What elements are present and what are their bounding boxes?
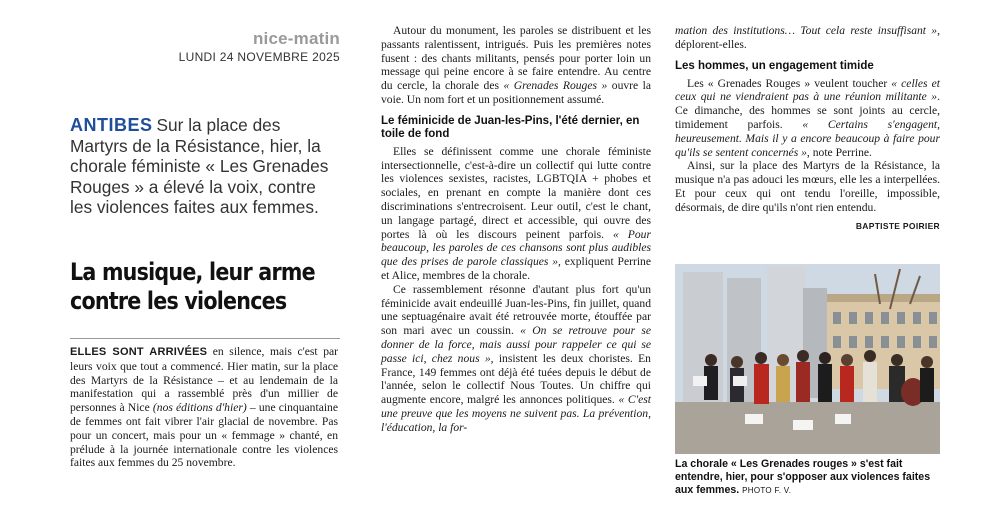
newspaper-brand: nice-matin: [252, 29, 340, 48]
body-paragraph: Ce rassemblement résonne d'autant plus fort qu'un féminicide avait endeuillé Juan-les-Pins, fin juillet, quand une septuagénaire avait été retrouvée morte, étouffée par son mari avec un coussin. « On se retrouve pour se donner de la force, mais aussi pour rappeler ce qui se passe ici, chez nous », insistent les deux choristes. En France, 149 femmes ont déjà été tuées depuis le début de l'année, selon le collectif Nous Toutes. Un chiffre qui augmente encore, malgré les annonces politiques. « C'est une preuve que les moyens ne suivent pas. La prévention, l'éducation, la for-: [381, 282, 652, 434]
lede-text: Sur la place des Martyrs de la Résistance, hier, la chorale féministe « Les Grenades Rouges » a élevé la voix, contre les violences faites aux femmes.: [70, 115, 329, 217]
body-paragraph: Les « Grenades Rouges » veulent toucher « celles et ceux qui ne viendraient pas à une réunion militante ». Ce dimanche, des hommes se sont joints au cercle, timidement parfois. « Certains s'engagent, heureusement. Mais il y a encore beaucoup à faire pour qu'ils se sentent concernés », note Perrine.: [675, 76, 940, 159]
column-2: [381, 24, 651, 435]
photo-caption: La chorale « Les Grenades rouges » s'est fait entendre, hier, pour s'opposer aux violences faites aux femmes. PHOTO F. V.: [675, 458, 931, 496]
city-kicker: ANTIBES: [70, 115, 153, 135]
body-paragraph: Elles se définissent comme une chorale féministe intersectionnelle, c'est-à-dire un collectif qui lutte contre les violences sexistes, racistes, LGBTQIA + phobes et sociales, en prenant en compte la manière dont ces discriminations s'entrecroisent. Leur outil, c'est le chant, un langage partagé, direct et accessible, qui ouvre des portes là où les discours peinent parfois. « Pour beaucoup, les paroles de ces chansons sont plus audibles que des prises de parole classiques », expliquent Perrine et Alice, membres de la chorale.: [381, 144, 651, 282]
author-byline: BAPTISTE POIRIER: [855, 220, 940, 231]
photo-credit: PHOTO F. V.: [742, 486, 792, 495]
body-paragraph: Autour du monument, les paroles se distribuent et les passants ralentissent, intrigués. Puis les premières notes fusent : des chants militants, pensés pour porter loin un message qui peine encore à se faire entendre. Au centre du cercle, la chorale des « Grenades Rouges » ouvre la voie. Un nom fort et un positionnement assumé.: [381, 24, 652, 106]
body-paragraph: Ainsi, sur la place des Martyrs de la Résistance, la musique n'a pas adouci les mœurs, elle les a interpellées. Et pour ceux qui ont tendu l'oreille, impossible, désormais, de dire qu'ils n'ont rien entendu.: [675, 159, 940, 214]
choir-photo: [675, 264, 940, 454]
article-body-col1: [70, 345, 338, 470]
lede-paragraph: [70, 115, 338, 218]
article-headline: La musique, leur arme contre les violences: [70, 258, 315, 315]
choir-photo-illustration: [675, 264, 940, 454]
lead-in: ELLES SONT ARRIVÉES: [70, 346, 208, 358]
body-paragraph: mation des institutions… Tout cela reste insuffisant », déplorent-elles.: [675, 24, 940, 51]
masthead: [179, 30, 340, 64]
column-3: [675, 24, 940, 496]
subheading: Le féminicide de Juan-les-Pins, l'été dernier, en toile de fond: [381, 114, 640, 140]
subheading: Les hommes, un engagement timide: [675, 59, 874, 72]
divider: [70, 338, 340, 339]
edition-date: LUNDI 24 NOVEMBRE 2025: [178, 50, 340, 64]
body-paragraph: ELLES SONT ARRIVÉES en silence, mais c'est par leurs voix que tout a commencé. Hier matin, sur la place des Martyrs de la Résistance – et au lendemain de la manifestation qui a rassemblé près d'un millier de personnes à Nice (nos éditions d'hier) – une cinquantaine de femmes ont fait vibrer l'air glacial de novembre. Pas pour un concert, mais pour un « femmage » chanté, en prélude à la journée internationale contre les violences faites aux femmes du 25 novembre.: [70, 345, 339, 470]
